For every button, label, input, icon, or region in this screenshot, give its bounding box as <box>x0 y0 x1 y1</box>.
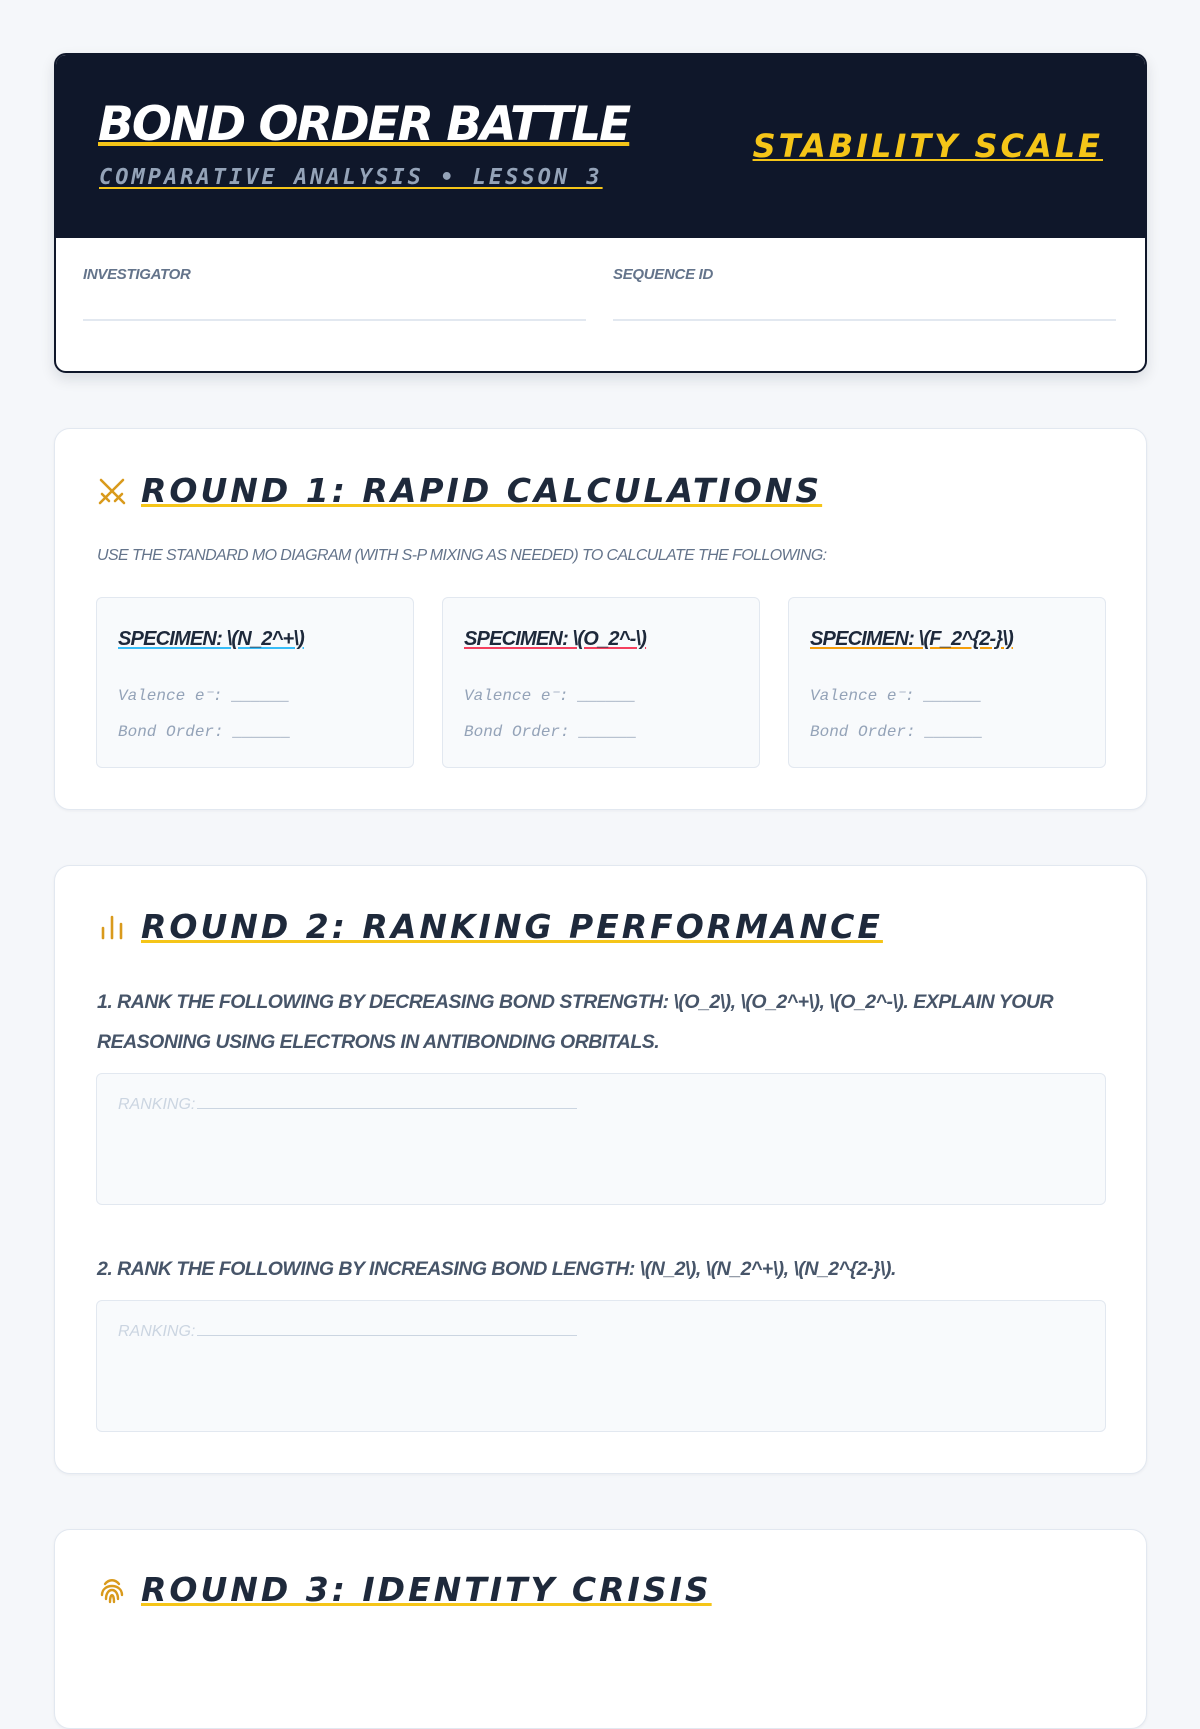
worksheet-header <box>54 53 1147 373</box>
round-1-instruction: USE THE STANDARD MO DIAGRAM (WITH S-P MIXING AS NEEDED) TO CALCULATE THE FOLLOWING: <box>97 547 827 564</box>
bond-order-field[interactable]: Bond Order: ______ <box>810 723 983 741</box>
round-3-heading <box>97 1570 712 1609</box>
round-1-title: ROUND 1: RAPID CALCULATIONS <box>141 471 823 510</box>
valence-electrons-field[interactable]: Valence e⁻: ______ <box>464 687 636 705</box>
sequence-id-label: SEQUENCE ID <box>613 266 714 283</box>
valence-electrons-field[interactable]: Valence e⁻: ______ <box>118 687 290 705</box>
round-2-heading <box>97 907 883 946</box>
round-3-card <box>54 1529 1147 1729</box>
ranking-question-1: 1. RANK THE FOLLOWING BY DECREASING BOND STRENGTH: \(O_2\), \(O_2^+\), \(O_2^-\). EXPLAIN YOUR REASONING USING ELECTRONS IN ANTIBONDING ORBITALS. <box>97 991 1054 1053</box>
fingerprint-icon <box>97 1575 127 1605</box>
specimen-card-1 <box>96 597 414 768</box>
sequence-id-input-line[interactable] <box>613 319 1116 321</box>
specimen-card-2 <box>442 597 760 768</box>
round-2-title: ROUND 2: RANKING PERFORMANCE <box>141 907 883 946</box>
page-subtitle: COMPARATIVE ANALYSIS • LESSON 3 <box>99 165 603 190</box>
bond-order-field[interactable]: Bond Order: ______ <box>118 723 291 741</box>
investigator-input-line[interactable] <box>83 319 586 321</box>
round-1-heading <box>97 471 822 510</box>
bar-chart-icon <box>97 912 127 942</box>
round-1-card <box>54 428 1147 810</box>
ranking-answer-placeholder: RANKING: <box>118 1096 577 1114</box>
ranking-question-2: 2. RANK THE FOLLOWING BY INCREASING BOND LENGTH: \(N_2\), \(N_2^+\), \(N_2^{2-}\). <box>97 1258 896 1280</box>
round-2-card <box>54 865 1147 1474</box>
specimen-card-3 <box>788 597 1106 768</box>
sequence-id-field[interactable] <box>613 266 1116 321</box>
ranking-answer-box-2[interactable] <box>96 1300 1106 1432</box>
header-banner <box>56 55 1145 238</box>
bond-order-field[interactable]: Bond Order: ______ <box>464 723 637 741</box>
valence-electrons-field[interactable]: Valence e⁻: ______ <box>810 687 982 705</box>
specimen-title: SPECIMEN: \(O_2^-\) <box>464 628 647 650</box>
header-fields <box>56 238 1145 373</box>
crossed-swords-icon <box>97 476 127 506</box>
specimen-title: SPECIMEN: \(N_2^+\) <box>118 628 304 650</box>
stability-scale-badge: STABILITY SCALE <box>752 127 1103 165</box>
round-3-title: ROUND 3: IDENTITY CRISIS <box>141 1570 712 1609</box>
specimen-title: SPECIMEN: \(F_2^{2-}\) <box>810 628 1014 650</box>
ranking-answer-placeholder: RANKING: <box>118 1323 577 1341</box>
page-title: BOND ORDER BATTLE <box>98 97 630 152</box>
ranking-answer-box-1[interactable] <box>96 1073 1106 1205</box>
investigator-label: INVESTIGATOR <box>83 266 191 283</box>
investigator-field[interactable] <box>83 266 586 321</box>
